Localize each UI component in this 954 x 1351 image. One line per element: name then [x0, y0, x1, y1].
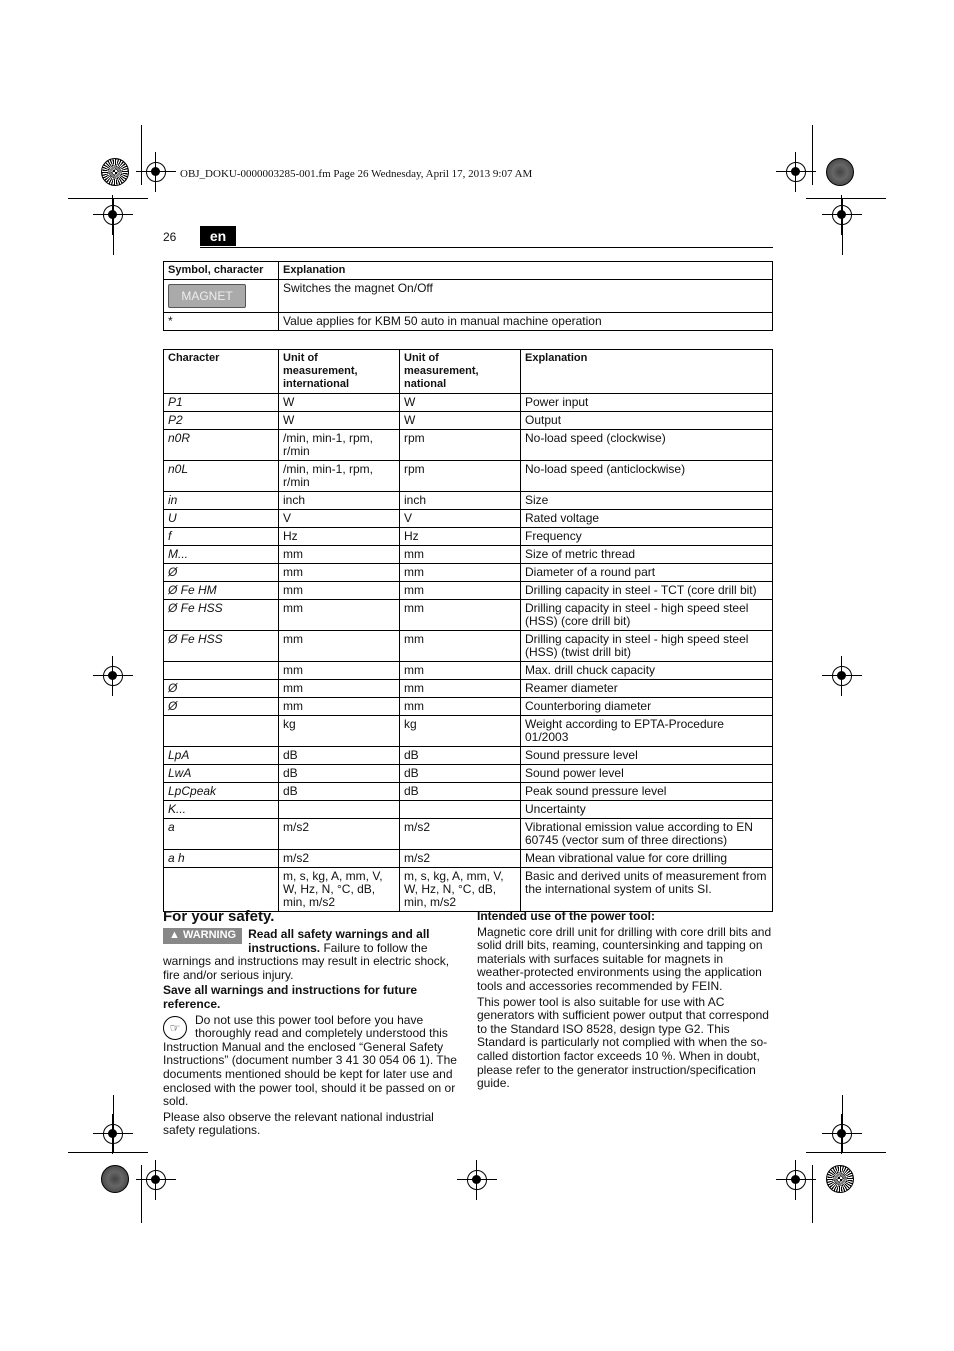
table-row — [164, 801, 773, 819]
unit-cell: m, s, kg, A, mm, V, W, Hz, N, °C, dB, min, m/s2 — [279, 868, 400, 912]
unit-cell: mm — [279, 680, 400, 698]
symbol-table — [163, 261, 773, 331]
unit-cell — [279, 801, 400, 819]
unit-cell: V — [400, 510, 521, 528]
unit-cell: Hz — [400, 528, 521, 546]
character-cell: a h — [164, 850, 279, 868]
unit-cell: m/s2 — [400, 819, 521, 850]
units-table — [163, 349, 773, 912]
crosshair-icon — [136, 152, 176, 192]
unit-cell: dB — [279, 747, 400, 765]
table-row — [164, 394, 773, 412]
unit-cell: mm — [400, 600, 521, 631]
unit-cell: /min, min-1, rpm, r/min — [279, 461, 400, 492]
explanation-cell: Uncertainty — [521, 801, 773, 819]
observe-text: Please also observe the relevant national industrial safety regulations. — [163, 1109, 434, 1138]
table-cell: * — [164, 313, 279, 331]
explanation-cell: Vibrational emission value according to EN 60745 (vector sum of three directions) — [521, 819, 773, 850]
page-number: 26 — [163, 230, 177, 244]
character-cell: P1 — [164, 394, 279, 412]
explanation-cell: No-load speed (clockwise) — [521, 430, 773, 461]
character-cell: Ø Fe HSS — [164, 600, 279, 631]
file-info-line: OBJ_DOKU-0000003285-001.fm Page 26 Wednesday, April 17, 2013 9:07 AM — [180, 168, 533, 180]
explanation-cell: Rated voltage — [521, 510, 773, 528]
character-cell: n0L — [164, 461, 279, 492]
table-row — [164, 868, 773, 912]
character-cell: Ø Fe HSS — [164, 631, 279, 662]
intended-use-column — [477, 910, 773, 1093]
unit-cell: mm — [400, 564, 521, 582]
unit-cell: /min, min-1, rpm, r/min — [279, 430, 400, 461]
unit-cell: mm — [279, 546, 400, 564]
header-character: Character — [164, 350, 279, 394]
table-row — [164, 783, 773, 801]
unit-cell: mm — [400, 631, 521, 662]
table-cell: Switches the magnet On/Off — [279, 280, 773, 313]
unit-cell: inch — [400, 492, 521, 510]
table-row — [164, 412, 773, 430]
unit-cell: mm — [400, 662, 521, 680]
header-unit-international: Unit of measurement, international — [279, 350, 400, 394]
explanation-cell: Mean vibrational value for core drilling — [521, 850, 773, 868]
crosshair-icon — [776, 152, 816, 192]
intended-use-title: Intended use of the power tool: — [477, 909, 655, 923]
table-row — [164, 631, 773, 662]
unit-cell: rpm — [400, 461, 521, 492]
explanation-cell: Drilling capacity in steel - high speed steel (HSS) (twist drill bit) — [521, 631, 773, 662]
explanation-cell: No-load speed (anticlockwise) — [521, 461, 773, 492]
table-row — [164, 461, 773, 492]
crosshair-icon — [93, 656, 133, 696]
explanation-cell: Max. drill chuck capacity — [521, 662, 773, 680]
table-row — [164, 582, 773, 600]
header-explanation: Explanation — [279, 262, 773, 280]
character-cell: K... — [164, 801, 279, 819]
unit-cell: W — [400, 394, 521, 412]
character-cell: Ø — [164, 564, 279, 582]
crosshair-icon — [136, 1160, 176, 1200]
intended-use-p1: Magnetic core drill unit for drilling with core drill bits and solid drill bits, reaming, countersinking and tapping on materials with surfaces suitable for magnets in weather-protected environments using the application tools and accessories recommended by FEIN. — [477, 924, 772, 993]
crosshair-icon — [822, 656, 862, 696]
table-row — [164, 546, 773, 564]
unit-cell: mm — [279, 564, 400, 582]
explanation-cell: Weight according to EPTA-Procedure 01/2003 — [521, 716, 773, 747]
unit-cell: mm — [400, 698, 521, 716]
character-cell: f — [164, 528, 279, 546]
character-cell: Ø Fe HM — [164, 582, 279, 600]
unit-cell: mm — [279, 662, 400, 680]
unit-cell: dB — [279, 765, 400, 783]
explanation-cell: Drilling capacity in steel - TCT (core drill bit) — [521, 582, 773, 600]
unit-cell: mm — [279, 631, 400, 662]
unit-cell: m/s2 — [279, 850, 400, 868]
registration-star-icon — [826, 1165, 854, 1193]
table-row — [164, 564, 773, 582]
table-row — [164, 698, 773, 716]
unit-cell: kg — [279, 716, 400, 747]
character-cell: LwA — [164, 765, 279, 783]
unit-cell: mm — [279, 698, 400, 716]
character-cell — [164, 868, 279, 912]
table-row — [164, 765, 773, 783]
character-cell: LpCpeak — [164, 783, 279, 801]
unit-cell: dB — [400, 783, 521, 801]
crosshair-icon — [457, 1160, 497, 1200]
save-instructions-line: Save all warnings and instructions for future reference. — [163, 983, 418, 1011]
table-cell: Value applies for KBM 50 auto in manual machine operation — [279, 313, 773, 331]
warning-text: Failure to follow the warnings and instructions may result in electric shock, fire and/or serious injury. — [163, 940, 450, 982]
explanation-cell: Size — [521, 492, 773, 510]
explanation-cell: Output — [521, 412, 773, 430]
table-row — [164, 492, 773, 510]
explanation-cell: Size of metric thread — [521, 546, 773, 564]
table-row — [164, 430, 773, 461]
registration-star-icon — [101, 1165, 129, 1193]
unit-cell: dB — [279, 783, 400, 801]
explanation-cell: Sound pressure level — [521, 747, 773, 765]
unit-cell: W — [279, 394, 400, 412]
registration-star-icon — [826, 158, 854, 186]
character-cell: LpA — [164, 747, 279, 765]
explanation-cell: Counterboring diameter — [521, 698, 773, 716]
explanation-cell: Frequency — [521, 528, 773, 546]
character-cell — [164, 716, 279, 747]
character-cell: n0R — [164, 430, 279, 461]
explanation-cell: Reamer diameter — [521, 680, 773, 698]
unit-cell: kg — [400, 716, 521, 747]
explanation-cell: Diameter of a round part — [521, 564, 773, 582]
warning-bold-text: Read all safety warnings and all instructions. — [248, 927, 430, 955]
unit-cell: m/s2 — [279, 819, 400, 850]
character-cell: Ø — [164, 680, 279, 698]
unit-cell: W — [400, 412, 521, 430]
read-manual-icon: ☞ — [163, 1016, 187, 1040]
explanation-cell: Peak sound pressure level — [521, 783, 773, 801]
unit-cell: inch — [279, 492, 400, 510]
safety-title: For your safety. — [163, 908, 275, 925]
character-cell: Ø — [164, 698, 279, 716]
unit-cell: mm — [400, 582, 521, 600]
explanation-cell: Basic and derived units of measurement from the international system of units SI. — [521, 868, 773, 912]
table-row — [164, 680, 773, 698]
unit-cell: m/s2 — [400, 850, 521, 868]
unit-cell: mm — [400, 680, 521, 698]
unit-cell: mm — [279, 600, 400, 631]
unit-cell — [400, 801, 521, 819]
explanation-cell: Drilling capacity in steel - high speed steel (HSS) (core drill bit) — [521, 600, 773, 631]
character-cell: P2 — [164, 412, 279, 430]
table-row — [164, 662, 773, 680]
table-row — [164, 747, 773, 765]
character-cell: M... — [164, 546, 279, 564]
table-row — [164, 510, 773, 528]
unit-cell: V — [279, 510, 400, 528]
unit-cell: mm — [400, 546, 521, 564]
unit-cell: m, s, kg, A, mm, V, W, Hz, N, °C, dB, min, m/s2 — [400, 868, 521, 912]
character-cell: a — [164, 819, 279, 850]
table-row — [164, 850, 773, 868]
unit-cell: Hz — [279, 528, 400, 546]
intended-use-p2: This power tool is also suitable for use with AC generators with sufficient power output that correspond to the Standard ISO 8528, design type G2. This Standard is particularly not complied with when the so-called distortion factor exceeds 10 %. When in doubt, please refer to the generator instruction/specification guide. — [477, 994, 769, 1091]
magnet-icon: MAGNET — [168, 284, 246, 308]
character-cell: in — [164, 492, 279, 510]
table-row — [164, 528, 773, 546]
table-row — [164, 600, 773, 631]
unit-cell: mm — [279, 582, 400, 600]
crosshair-icon — [776, 1160, 816, 1200]
safety-column — [163, 928, 459, 1140]
warning-badge: ▲ WARNING — [163, 928, 242, 944]
character-cell — [164, 662, 279, 680]
unit-cell: dB — [400, 765, 521, 783]
header-symbol: Symbol, character — [164, 262, 279, 280]
unit-cell: dB — [400, 747, 521, 765]
character-cell: U — [164, 510, 279, 528]
explanation-cell: Power input — [521, 394, 773, 412]
explanation-cell: Sound power level — [521, 765, 773, 783]
header-explanation: Explanation — [521, 350, 773, 394]
language-badge: en — [200, 226, 236, 246]
table-row — [164, 716, 773, 747]
unit-cell: W — [279, 412, 400, 430]
registration-star-icon — [101, 158, 129, 186]
manual-text: Do not use this power tool before you have thoroughly read and completely understood this Instruction Manual and the enclosed “General Safety Instructions” (document number 3 41 30 054 06 1). The documents mentioned should be kept for later use and enclosed with the power tool, should it be passed on or sold. — [163, 1012, 457, 1109]
table-row — [164, 819, 773, 850]
header-unit-national: Unit of measurement, national — [400, 350, 521, 394]
unit-cell: rpm — [400, 430, 521, 461]
